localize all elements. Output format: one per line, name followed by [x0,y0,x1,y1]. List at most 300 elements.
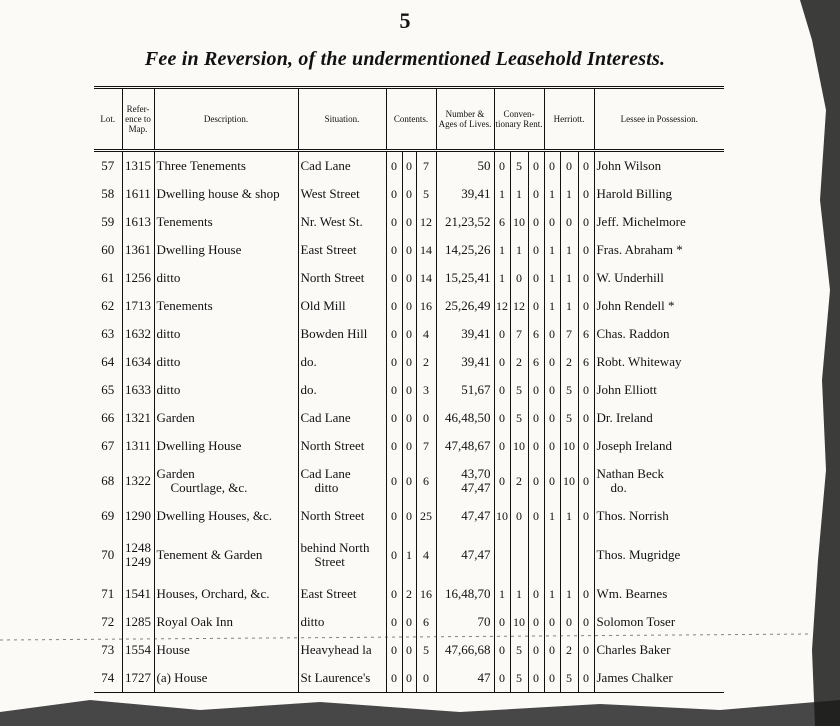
table-row [94,180,724,208]
contents-roods-cell-text: 0 [406,439,412,453]
heriott-pounds-cell-text: 0 [549,643,555,657]
contents-roods-cell-text: 0 [406,671,412,685]
contents-acres-cell-text: 0 [391,439,397,453]
rent-pence-cell-text: 0 [533,159,539,173]
heriott-shillings-cell-text: 7 [566,327,572,341]
description-cell-text: Dwelling house & shop [156,186,280,201]
reference-cell [122,530,154,580]
lot-cell [94,502,122,530]
rent-shillings-cell-text: 1 [516,187,522,201]
heriott-pence-cell [578,348,594,376]
rent-shillings-cell-text: 10 [513,215,525,229]
lessee-cell [594,236,724,264]
reference-cell [122,636,154,664]
description-cell [154,460,298,502]
rent-pounds-cell-text: 0 [499,439,505,453]
rent-pence-cell-text: 0 [533,215,539,229]
lessee-cell [594,208,724,236]
contents-acres-cell-text: 0 [391,243,397,257]
contents-roods-cell-text: 0 [406,327,412,341]
lives-cell-text: 21,23,52 [445,214,491,229]
heriott-pence-cell [578,320,594,348]
rent-pounds-cell-text: 0 [499,159,505,173]
lot-cell [94,264,122,292]
rent-pence-cell [528,376,544,404]
situation-cell [298,151,386,181]
situation-cell [298,208,386,236]
rent-pence-cell [528,460,544,502]
lot-cell-text: 63 [101,326,115,341]
lessee-cell [594,264,724,292]
lot-cell [94,580,122,608]
heriott-pounds-cell-text: 0 [549,327,555,341]
contents-roods-cell [402,530,416,580]
heriott-pounds-cell [544,530,560,580]
lessee-cell [594,320,724,348]
contents-roods-cell-text: 0 [406,215,412,229]
reference-cell [122,460,154,502]
reference-cell-text: 1554 [125,642,151,657]
rent-pounds-cell-text: 12 [496,299,508,313]
contents-roods-cell [402,608,416,636]
rent-pounds-cell [494,236,510,264]
rent-pence-cell [528,608,544,636]
rent-pence-cell [528,348,544,376]
lot-cell [94,530,122,580]
contents-roods-cell [402,264,416,292]
description-cell [154,580,298,608]
lot-cell-text: 66 [101,410,115,425]
rent-shillings-cell-text: 1 [516,587,522,601]
rent-shillings-cell [510,530,528,580]
lessee-cell [594,180,724,208]
contents-perches-cell [416,530,436,580]
heriott-pounds-cell-text: 0 [549,671,555,685]
lessee-cell [594,376,724,404]
rent-shillings-cell [510,151,528,181]
description-cell [154,348,298,376]
lessee-cell [594,636,724,664]
lessee-cell-text: W. Underhill [596,270,664,285]
situation-cell-text: East Street [300,242,357,257]
rent-pence-cell [528,264,544,292]
reference-cell-text: 1315 [125,158,151,173]
lives-cell [436,236,494,264]
lessee-cell-text: John Rendell * [596,298,675,313]
rent-pounds-cell [494,432,510,460]
lot-cell [94,320,122,348]
contents-perches-cell-text: 7 [423,159,429,173]
heriott-pence-cell-text: 0 [583,299,589,313]
heriott-pounds-cell [544,292,560,320]
reference-cell [122,608,154,636]
torn-edge-right [800,0,840,726]
contents-perches-cell [416,460,436,502]
table-row [94,320,724,348]
lot-cell-text: 67 [101,438,115,453]
rent-shillings-cell [510,236,528,264]
heriott-pounds-cell-text: 1 [549,243,555,257]
rent-pounds-cell-text: 1 [499,271,505,285]
lessee-cell-text: James Chalker [596,670,673,685]
lessee-cell-text: Charles Baker [596,642,671,657]
heriott-pence-cell [578,432,594,460]
contents-acres-cell [386,348,402,376]
contents-perches-cell [416,404,436,432]
description-cell [154,292,298,320]
lot-cell [94,236,122,264]
description-cell-text: Garden [156,466,195,481]
heriott-pence-cell [578,530,594,580]
heriott-pence-cell-text: 0 [583,509,589,523]
reference-cell-text: 1321 [125,410,151,425]
rent-pence-cell-text: 0 [533,271,539,285]
heriott-shillings-cell-text: 1 [566,187,572,201]
lot-cell-text: 73 [101,642,115,657]
heriott-shillings-cell [560,376,578,404]
leasehold-table [94,86,724,693]
heriott-shillings-cell [560,580,578,608]
heriott-pence-cell [578,580,594,608]
heriott-pounds-cell-text: 0 [549,355,555,369]
contents-acres-cell-text: 0 [391,474,397,488]
header-heriott: Herriott. [544,88,594,151]
lessee-cell-text: Thos. Norrish [596,508,669,523]
contents-acres-cell [386,502,402,530]
lot-cell-text: 71 [101,586,115,601]
contents-acres-cell-text: 0 [391,159,397,173]
lessee-cell [594,151,724,181]
rent-pence-cell-text: 0 [533,643,539,657]
contents-acres-cell-text: 0 [391,215,397,229]
situation-cell-text: Cad Lane [300,410,351,425]
header-lives: Number & Ages of Lives. [436,88,494,151]
situation-cell [298,348,386,376]
lives-cell [436,664,494,693]
table-row [94,292,724,320]
rent-shillings-cell [510,664,528,693]
contents-perches-cell [416,376,436,404]
situation-cell-text: North Street [300,438,365,453]
table-row [94,580,724,608]
contents-acres-cell-text: 0 [391,355,397,369]
contents-acres-cell-text: 0 [391,587,397,601]
lives-cell-text: 14,25,26 [445,242,491,257]
contents-roods-cell [402,404,416,432]
heriott-pence-cell [578,460,594,502]
rent-pounds-cell [494,404,510,432]
description-cell [154,404,298,432]
rent-pounds-cell-text: 10 [496,509,508,523]
heriott-pence-cell [578,208,594,236]
heriott-shillings-cell [560,636,578,664]
situation-cell-text: North Street [300,508,365,523]
table-row [94,636,724,664]
rent-pounds-cell-text: 0 [499,643,505,657]
heriott-shillings-cell [560,236,578,264]
rent-shillings-cell [510,432,528,460]
lives-cell-text: 50 [477,158,491,173]
reference-cell-text: 1632 [125,326,151,341]
rent-pounds-cell [494,320,510,348]
lives-cell [436,264,494,292]
reference-cell-text: 1290 [125,508,151,523]
situation-cell [298,264,386,292]
heriott-shillings-cell-text: 5 [566,383,572,397]
header-rent: Conven-tionary Rent. [494,88,544,151]
lives-cell [436,432,494,460]
contents-perches-cell [416,432,436,460]
lives-cell-text: 47,47 [461,547,491,562]
description-cell [154,664,298,693]
rent-pounds-cell [494,208,510,236]
situation-cell-text: West Street [300,186,360,201]
heriott-shillings-cell-text: 10 [563,439,575,453]
lives-cell-text: 47,47 [461,480,491,495]
rent-pounds-cell-text: 0 [499,615,505,629]
reference-cell-text: 1633 [125,382,151,397]
description-cell-text: Tenements [156,214,213,229]
rent-pence-cell-text: 0 [533,187,539,201]
contents-roods-cell-text: 0 [406,643,412,657]
contents-roods-cell [402,432,416,460]
rent-pence-cell [528,530,544,580]
rent-shillings-cell-text: 0 [516,271,522,285]
lot-cell-text: 65 [101,382,115,397]
rent-pounds-cell-text: 0 [499,355,505,369]
description-cell-text: Houses, Orchard, &c. [156,586,270,601]
lot-cell [94,432,122,460]
contents-roods-cell [402,292,416,320]
description-cell [154,608,298,636]
heriott-shillings-cell [560,348,578,376]
lessee-cell [594,432,724,460]
contents-perches-cell [416,151,436,181]
heriott-pounds-cell-text: 0 [549,411,555,425]
contents-roods-cell-text: 0 [406,509,412,523]
table-row [94,404,724,432]
description-cell-text: Dwelling House [156,242,242,257]
reference-cell-text: 1285 [125,614,151,629]
contents-roods-cell [402,664,416,693]
contents-acres-cell [386,236,402,264]
rent-pence-cell-text: 6 [533,355,539,369]
lives-cell-text: 39,41 [461,326,491,341]
heriott-shillings-cell-text: 1 [566,271,572,285]
situation-cell [298,180,386,208]
rent-pence-cell-text: 0 [533,299,539,313]
heriott-pounds-cell-text: 0 [549,383,555,397]
table-row [94,502,724,530]
heriott-shillings-cell-text: 0 [566,215,572,229]
situation-cell-text: do. [300,382,317,397]
header-row [94,88,724,151]
heriott-shillings-cell-text: 2 [566,355,572,369]
description-cell [154,376,298,404]
contents-perches-cell [416,180,436,208]
lives-cell [436,320,494,348]
heriott-pence-cell [578,236,594,264]
contents-roods-cell-text: 0 [406,474,412,488]
rent-pounds-cell-text: 0 [499,411,505,425]
heriott-shillings-cell-text: 5 [566,671,572,685]
heriott-pence-cell-text: 0 [583,187,589,201]
lessee-cell-text: Chas. Raddon [596,326,670,341]
lives-cell [436,208,494,236]
reference-cell [122,664,154,693]
lives-cell [436,180,494,208]
situation-cell-text: Cad Lane [300,466,351,481]
heriott-pounds-cell [544,236,560,264]
rent-pounds-cell-text: 0 [499,671,505,685]
lot-cell [94,180,122,208]
contents-perches-cell-text: 16 [420,299,432,313]
situation-cell [298,320,386,348]
rent-shillings-cell-text: 10 [513,615,525,629]
rent-pence-cell [528,404,544,432]
description-cell [154,180,298,208]
contents-roods-cell-text: 0 [406,411,412,425]
heriott-pence-cell-text: 0 [583,411,589,425]
heriott-pence-cell [578,404,594,432]
contents-acres-cell [386,608,402,636]
rent-pounds-cell [494,502,510,530]
lives-cell [436,348,494,376]
contents-perches-cell-text: 4 [423,327,429,341]
header-lot: Lot. [94,88,122,151]
heriott-pounds-cell [544,348,560,376]
description-cell-text: ditto [156,354,181,369]
description-cell-text: ditto [156,326,181,341]
contents-acres-cell-text: 0 [391,615,397,629]
heriott-pounds-cell [544,580,560,608]
rent-pence-cell-text: 0 [533,383,539,397]
contents-acres-cell [386,320,402,348]
heriott-shillings-cell-text: 1 [566,509,572,523]
heriott-pence-cell [578,292,594,320]
lives-cell [436,376,494,404]
situation-cell-text: Nr. West St. [300,214,363,229]
rent-shillings-cell [510,292,528,320]
lessee-cell-text: Joseph Ireland [596,438,672,453]
situation-cell-text: Old Mill [300,298,346,313]
contents-acres-cell-text: 0 [391,299,397,313]
reference-cell [122,264,154,292]
reference-cell [122,432,154,460]
heriott-pounds-cell [544,208,560,236]
situation-cell [298,580,386,608]
rent-shillings-cell-text: 1 [516,243,522,257]
rent-pence-cell [528,502,544,530]
contents-acres-cell [386,292,402,320]
reference-cell [122,376,154,404]
lot-cell-text: 68 [101,473,115,488]
lot-cell [94,292,122,320]
heriott-shillings-cell [560,320,578,348]
heriott-shillings-cell-text: 1 [566,587,572,601]
description-cell [154,432,298,460]
table-row [94,608,724,636]
contents-perches-cell [416,608,436,636]
rent-pence-cell [528,432,544,460]
header-contents-label: Contents. [393,114,429,124]
lot-cell [94,460,122,502]
contents-roods-cell-text: 1 [406,548,412,562]
rent-shillings-cell-text: 5 [516,383,522,397]
contents-acres-cell-text: 0 [391,187,397,201]
contents-acres-cell [386,264,402,292]
reference-cell [122,404,154,432]
contents-perches-cell [416,320,436,348]
rent-shillings-cell-text: 5 [516,411,522,425]
contents-roods-cell-text: 2 [406,587,412,601]
contents-perches-cell [416,636,436,664]
heriott-pence-cell [578,664,594,693]
heriott-pence-cell-text: 0 [583,243,589,257]
heriott-pounds-cell [544,608,560,636]
description-cell-text: Courtlage, &c. [170,480,248,495]
lot-cell-text: 74 [101,670,115,685]
lives-cell [436,636,494,664]
heriott-pounds-cell-text: 1 [549,587,555,601]
description-cell-text: ditto [156,270,181,285]
rent-shillings-cell [510,348,528,376]
situation-cell-text: ditto [300,614,325,629]
lessee-cell-text: Dr. Ireland [596,410,653,425]
table-row [94,151,724,181]
lives-cell-text: 47,47 [461,508,491,523]
rent-pounds-cell [494,530,510,580]
lessee-cell [594,460,724,502]
table-row [94,530,724,580]
situation-cell [298,664,386,693]
rent-shillings-cell-text: 0 [516,509,522,523]
lot-cell [94,208,122,236]
rent-pounds-cell [494,180,510,208]
contents-roods-cell-text: 0 [406,243,412,257]
contents-acres-cell-text: 0 [391,411,397,425]
rent-pounds-cell [494,151,510,181]
rent-shillings-cell [510,264,528,292]
lessee-cell-text: Fras. Abraham * [596,242,683,257]
contents-perches-cell-text: 14 [420,243,432,257]
rent-shillings-cell [510,636,528,664]
heriott-pence-cell-text: 6 [583,355,589,369]
lot-cell-text: 59 [101,214,115,229]
rent-pence-cell-text: 0 [533,474,539,488]
rent-pounds-cell [494,264,510,292]
heriott-shillings-cell [560,208,578,236]
contents-acres-cell [386,460,402,502]
situation-cell [298,236,386,264]
lives-cell [436,502,494,530]
contents-roods-cell [402,320,416,348]
heriott-shillings-cell [560,502,578,530]
contents-perches-cell-text: 6 [423,474,429,488]
header-lessee: Lessee in Possession. [594,88,724,151]
lot-cell [94,348,122,376]
rent-pounds-cell-text: 0 [499,327,505,341]
rent-pence-cell-text: 6 [533,327,539,341]
description-cell-text: Dwelling House [156,438,242,453]
rent-pence-cell [528,320,544,348]
table-row [94,208,724,236]
lives-cell [436,530,494,580]
table-body [94,151,724,693]
heriott-shillings-cell [560,264,578,292]
rent-shillings-cell [510,404,528,432]
contents-roods-cell [402,580,416,608]
